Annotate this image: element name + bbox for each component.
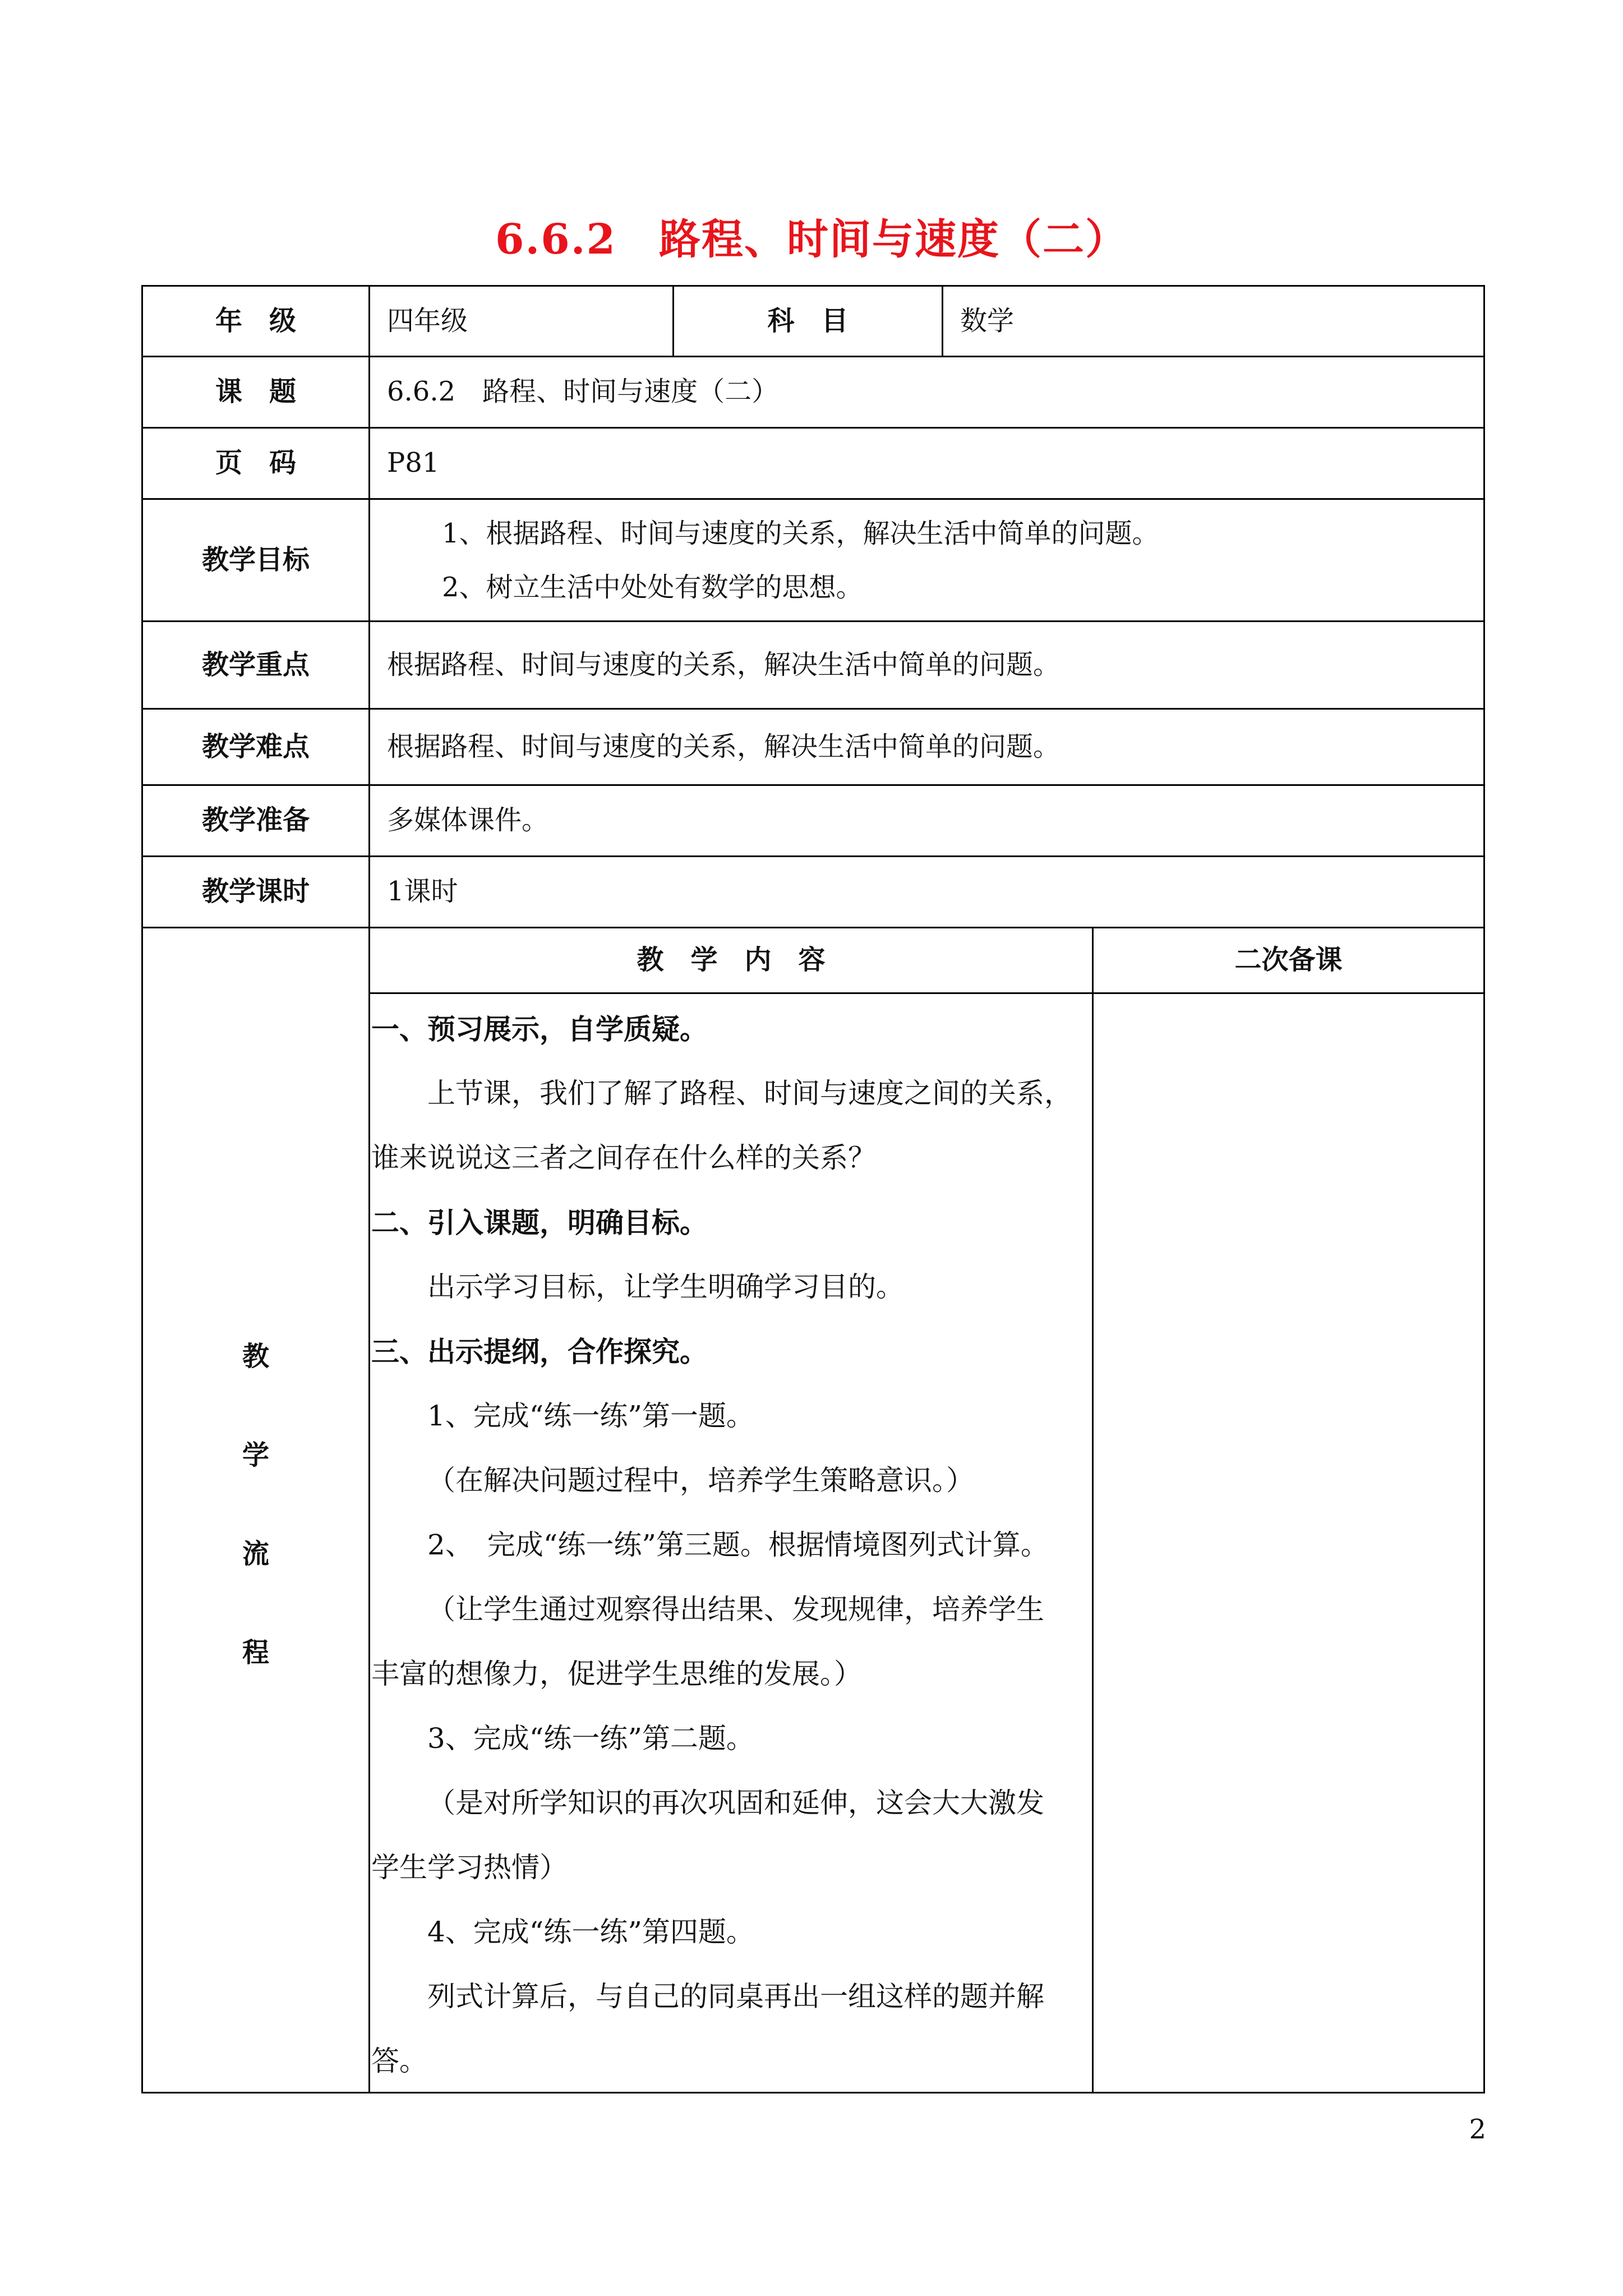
goal-item: 1、根据路程、时间与速度的关系，解决生活中简单的问题。 (442, 517, 1159, 549)
teaching-process-content (371, 997, 1089, 2093)
process-line: 谁来说说这三者之间存在什么样的关系？ (371, 1142, 876, 1174)
process-line: （让学生通过观察得出结果、发现规律，培养学生 (427, 1593, 1044, 1626)
grade-value: 四年级 (387, 305, 468, 337)
process-side-label-char: 程 (242, 1637, 269, 1668)
process-side-label-char: 教 (242, 1341, 269, 1372)
goal-item: 2、树立生活中处处有数学的思想。 (442, 571, 863, 603)
key-point-label: 教学重点 (201, 648, 310, 680)
lesson-plan-table (141, 285, 1485, 2093)
process-line: 丰富的想像力，促进学生思维的发展。） (371, 1658, 862, 1690)
process-line: 一、预习展示，自学质疑。 (371, 1013, 708, 1046)
process-line: 2、 完成“练一练”第三题。根据情境图列式计算。 (427, 1529, 1049, 1561)
process-side-label-char: 学 (242, 1439, 269, 1471)
class-hours-label: 教学课时 (201, 876, 310, 908)
row-rule (370, 992, 1483, 994)
page-label: 页 码 (215, 447, 296, 479)
process-side-label-char: 流 (242, 1538, 269, 1570)
process-line: 学生学习热情） (371, 1851, 568, 1884)
process-line: （在解决问题过程中，培养学生策略意识。） (427, 1464, 974, 1497)
document-title: 6.6.2 路程、时间与速度（二） (495, 215, 1128, 264)
page-number: 2 (1469, 2114, 1486, 2145)
subject-label: 科 目 (767, 305, 849, 337)
difficulty-value: 根据路程、时间与速度的关系，解决生活中简单的问题。 (387, 730, 1061, 762)
process-line: 二、引入课题，明确目标。 (371, 1206, 708, 1239)
difficulty-label: 教学难点 (201, 730, 310, 762)
column-rule (1092, 927, 1094, 2092)
process-line: 4、完成“练一练”第四题。 (427, 1916, 754, 1948)
preparation-value: 多媒体课件。 (387, 804, 549, 836)
page-value: P81 (387, 447, 440, 479)
process-line: 三、出示提纲，合作探究。 (371, 1335, 708, 1368)
preparation-label: 教学准备 (201, 804, 310, 836)
process-line: 出示学习目标，让学生明确学习目的。 (427, 1271, 904, 1303)
notes-header: 二次备课 (1234, 944, 1343, 976)
topic-label: 课 题 (215, 376, 296, 408)
goals-list (370, 500, 1483, 620)
class-hours-value: 1课时 (387, 876, 458, 908)
process-line: （是对所学知识的再次巩固和延伸，这会大大激发 (427, 1787, 1044, 1819)
key-point-value: 根据路程、时间与速度的关系，解决生活中简单的问题。 (387, 648, 1061, 680)
process-line: 答。 (371, 2045, 427, 2077)
content-header: 教 学 内 容 (637, 944, 826, 976)
goals-label: 教学目标 (201, 544, 310, 576)
subject-value: 数学 (960, 305, 1015, 337)
topic-value: 6.6.2 路程、时间与速度（二） (387, 376, 779, 408)
process-line: 列式计算后，与自己的同桌再出一组这样的题并解 (427, 1980, 1044, 2013)
process-line: 3、完成“练一练”第二题。 (427, 1722, 754, 1755)
process-line: 上节课，我们了解了路程、时间与速度之间的关系， (427, 1077, 1072, 1110)
grade-label: 年 级 (215, 305, 296, 337)
process-line: 1、完成“练一练”第一题。 (427, 1400, 754, 1432)
